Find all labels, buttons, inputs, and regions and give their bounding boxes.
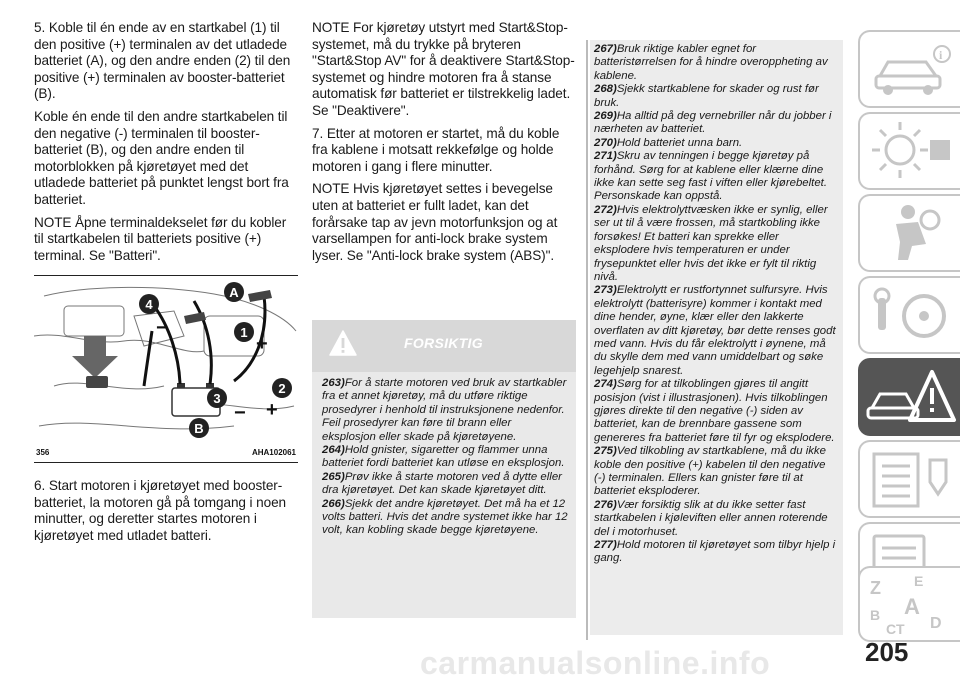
note-terminal-cover: NOTE Åpne terminaldekselet før du kobler til startkabelen til batteriets positive (+) terminal. Se "Batteri".: [34, 214, 287, 263]
caution-body: [312, 372, 576, 618]
warning-item-text: Sjekk startkablene for skader og rust før bruk.: [594, 83, 819, 109]
svg-text:i: i: [939, 48, 943, 62]
warning-item: [594, 137, 837, 150]
warning-item-number: 276): [594, 498, 617, 511]
warning-item: [594, 43, 837, 83]
note-start-stop: NOTE For kjøretøy utstyrt med Start&Stop-systemet, må du trykke på bryteren "Start&Stop AV" for å deaktivere Start&Stop-systemet og hindre motoren fra å stanse automatisk før batteriet er tilstrekkelig ladet. Se "Deaktivere".: [312, 20, 575, 118]
figure-number: 356: [36, 448, 50, 457]
label-3: 3: [213, 391, 221, 406]
caution-item: [322, 471, 568, 498]
maintenance-list-icon: [860, 442, 960, 516]
index-letter: E: [914, 573, 924, 589]
tab-car-info[interactable]: [858, 30, 960, 108]
warning-item-number: 274): [594, 378, 617, 391]
index-letter: T: [896, 621, 905, 637]
dashboard-lights-icon: [860, 114, 960, 188]
tab-index[interactable]: [858, 566, 960, 642]
minus-sign-top: −: [156, 317, 168, 339]
warning-triangle-icon: [328, 329, 358, 357]
warning-item: [594, 204, 837, 284]
caution-item: [322, 498, 568, 538]
column-left-bottom: [34, 478, 298, 550]
step-6-text: 6. Start motoren i kjøretøyet med booster-batteriet, la motoren gå på tomgang i noen minutter, og deretter startes motoren i kjøretøyet med utladet batteri.: [34, 478, 286, 543]
warning-item-number: 271): [594, 150, 617, 163]
label-B: B: [194, 421, 204, 436]
warning-item-number: 277): [594, 539, 617, 552]
index-letter: Z: [870, 578, 881, 598]
watermark: carmanualsonline.info: [420, 645, 771, 681]
car-info-icon: [860, 32, 960, 106]
caution-item-number: 264): [322, 444, 345, 457]
caution-item: [322, 377, 568, 444]
step-5-text: 5. Koble til én ende av en startkabel (1) til den positive (+) terminalen av det utladede batteriet (A), og den andre enden (2) til den positive (+) terminalen av booster-batteriet (B).: [34, 20, 291, 102]
tab-safety[interactable]: [858, 194, 960, 272]
jump-start-figure: [34, 275, 298, 463]
caution-item-text: Hold gnister, sigaretter og flammer unna batteriet fordi batteriet kan utløse en eksplosjon.: [322, 444, 565, 470]
warning-item-text: Hvis elektrolyttvæsken ikke er synlig, eller ser ut til å være frossen, må startkobling ikke forsøkes! Et batteri kan sprekke eller eksplodere hvis temperaturen er under frysepunktet eller hvis det ikke er fylt til riktig nivå.: [594, 203, 828, 283]
note-abs: NOTE Hvis kjøretøyet settes i bevegelse uten at batteriet er fullt ladet, kan det forårsake tap av jevn motorfunksjon og at varsellampen for anti-lock brake system lyser. Se "Anti-lock brake system (ABS)".: [312, 181, 558, 263]
warning-item-text: Ved tilkobling av startkablene, må du ikke koble den positive (+) kabelen til den negative (-) terminalen. Ellers kan gnister føre til at batteriet eksploderer.: [594, 445, 826, 498]
step-7-text: 7. Etter at motoren er startet, må du koble fra kablene i motsatt rekkefølge og holde motoren i gang i flere minutter.: [312, 125, 560, 174]
tab-maintenance[interactable]: [858, 440, 960, 518]
index-letter: D: [930, 615, 942, 632]
plus-sign-top: +: [256, 333, 268, 355]
caution-box: [312, 320, 576, 618]
warning-item-text: Sørg for at tilkoblingen gjøres til angitt posisjon (vist i illustrasjonen). Hvis tilkoblingen gjøres direkte til den negative (-) siden av batteriet, kan de brennbare gassene som genereres fra batteriet føre til fyr og eksplodere.: [594, 378, 835, 444]
warning-item-text: Hold batteriet unna barn.: [616, 136, 743, 149]
label-A: A: [229, 285, 239, 300]
caution-item-number: 266): [322, 497, 345, 510]
label-2: 2: [278, 381, 286, 396]
plus-sign-bottom: +: [266, 399, 278, 421]
warning-item-number: 275): [594, 445, 617, 458]
warning-item-text: Vær forsiktig slik at du ikke setter fast startkabelen i kjøleviften eller annen roterende del i motorhuset.: [594, 498, 828, 538]
caution-title: FORSIKTIG: [404, 335, 483, 351]
tab-starting-driving[interactable]: [858, 276, 960, 354]
column-left: [34, 20, 298, 270]
index-letter: A: [904, 594, 920, 619]
caution-item-number: 265): [322, 470, 345, 483]
steering-key-icon: [860, 278, 960, 352]
label-4: 4: [145, 297, 153, 312]
warning-item-number: 270): [594, 136, 617, 149]
warning-item-text: Hold motoren til kjøretøyet som tilbyr hjelp i gang.: [594, 539, 836, 565]
caution-item: [322, 444, 568, 471]
column-middle: [312, 20, 576, 270]
caution-item-text: Prøv ikke å starte motoren ved å dytte eller dra kjøretøyet. Det kan skade kjøretøyet ditt.: [322, 470, 562, 497]
warning-item-number: 273): [594, 284, 617, 297]
warnings-continued-box: [590, 40, 843, 635]
warning-item: [594, 110, 837, 137]
warning-breakdown-icon: [860, 360, 960, 434]
seat-airbag-icon: [860, 196, 960, 270]
negative-cable-text: Koble én ende til den andre startkabelen til den negative (-) terminalen til booster-batteriet (B), og den andre enden til motorblokken på kjøretøyet med det utladede batteriet på punktet lengst bort fra batteriet.: [34, 108, 289, 207]
warning-item-text: Ha alltid på deg vernebriller når du jobber i nærheten av batteriet.: [594, 110, 832, 136]
caution-item-number: 263): [322, 377, 345, 389]
jump-start-illustration: [34, 276, 298, 446]
caution-list: [312, 372, 576, 538]
caution-header: [312, 320, 576, 368]
tab-dashboard[interactable]: [858, 112, 960, 190]
warning-item: [594, 150, 837, 204]
warning-item-number: 272): [594, 203, 617, 216]
warning-item-number: 268): [594, 83, 617, 96]
warning-item-text: Skru av tenningen i begge kjøretøy på forhånd. Sørg for at kablene eller klærne dine ikke kan sette seg fast i viften eller kjørebeltet. Personskade kan oppstå.: [594, 150, 827, 203]
index-letter: C: [886, 621, 897, 637]
warning-item-number: 267): [594, 43, 617, 55]
page-number: 205: [865, 637, 909, 667]
index-letter: B: [870, 607, 881, 623]
warnings-list: [590, 40, 843, 566]
warning-item: [594, 539, 837, 566]
figure-code: AHA102061: [251, 448, 296, 457]
tab-emergency[interactable]: [858, 358, 960, 436]
warning-item: [594, 83, 837, 110]
warning-item: [594, 284, 837, 378]
caution-item-text: For å starte motoren ved bruk av startkabler fra et annet kjøretøy, må du utføre riktige prosedyrer i henhold til instruksjonene nedenfor. Feil prosedyrer kan føre til brann eller eksplosjon eller skade på kjøretøyene.: [322, 377, 567, 443]
warning-item: [594, 445, 837, 499]
warning-item-number: 269): [594, 110, 617, 123]
column-divider: [586, 40, 588, 640]
warning-item-text: Bruk riktige kabler egnet for batteristørrelsen for å hindre overoppheting av kablene.: [594, 43, 828, 82]
figure-caption: [34, 446, 298, 460]
warning-item-text: Elektrolytt er rustfortynnet sulfursyre. Hvis elektrolytt (batterisyre) kommer i kontakt med dine hender, øyne, klær eller den lakkerte overflaten av ditt kjøretøy, bør dette renses godt med vann. Hvis du får elektrolytt i øynene, må du skylle dem med vann umiddelbart og søke legehjelp snarest.: [594, 284, 836, 377]
warning-item: [594, 378, 837, 445]
warning-item: [594, 499, 837, 539]
caution-item-text: Sjekk det andre kjøretøyet. Det må ha et 12 volts batteri. Hvis det andre systemet ikke har 12 volt, kan kobling skade begge kjøretøyene.: [322, 497, 568, 537]
index-alphabet-icon: [860, 568, 960, 640]
label-1: 1: [240, 325, 248, 340]
minus-sign-bottom: −: [234, 402, 246, 424]
